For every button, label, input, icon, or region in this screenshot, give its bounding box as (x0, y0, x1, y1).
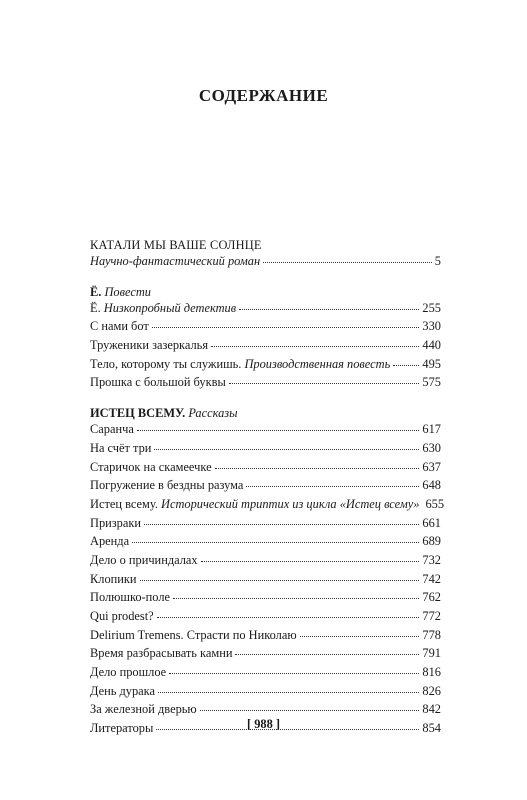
toc-entry-page: 742 (422, 571, 441, 586)
section-heading-title: КАТАЛИ МЫ ВАШЕ СОЛНЦЕ (90, 238, 262, 252)
toc-entry[interactable] (90, 609, 441, 628)
toc-entry[interactable] (90, 338, 441, 357)
toc-entry-title: Полюшко-поле (90, 590, 171, 605)
dot-leader (263, 262, 432, 263)
dot-leader (154, 449, 419, 450)
toc-entry-page: 630 (422, 440, 441, 455)
toc-entry[interactable] (90, 516, 441, 535)
toc-entry-title: Научно-фантастический роман (90, 254, 261, 268)
toc-entry[interactable] (90, 572, 441, 591)
toc-entry-page: 689 (422, 534, 441, 549)
toc-entry-title: Qui prodest? (90, 609, 154, 623)
toc-entry-page: 637 (422, 459, 441, 474)
dot-leader (211, 346, 419, 347)
toc-entry-title: Delirium Tremens. Страсти по Николаю (90, 627, 297, 642)
dot-leader (229, 383, 420, 384)
section-heading-title: Ё. (90, 284, 102, 299)
toc-entry-page: 617 (422, 422, 441, 437)
toc-entry-page: 655 (425, 496, 445, 511)
toc-entry-page: 816 (422, 665, 441, 680)
dot-leader (235, 654, 419, 655)
toc-entry-page: 791 (422, 646, 441, 661)
table-of-contents (90, 236, 445, 740)
toc-entry-title: Дело прошлое (90, 665, 167, 680)
toc-entry-title: Ё. Низкопробный детектив (90, 300, 237, 315)
toc-entry-title: Труженики зазеркалья (90, 338, 209, 353)
toc-entry-title: Тело, которому ты служишь. Производственная повесть (90, 356, 391, 371)
toc-entry-page: 5 (434, 254, 441, 268)
toc-entry-page: 255 (422, 300, 441, 315)
section-heading (90, 236, 441, 254)
toc-entry[interactable] (90, 301, 441, 320)
toc-entry[interactable] (90, 553, 441, 572)
toc-entry-title: На счёт три (90, 440, 152, 455)
dot-leader (246, 486, 419, 487)
toc-entry[interactable] (90, 254, 441, 273)
section-heading-title: ИСТЕЦ ВСЕМУ. (90, 406, 186, 421)
toc-entry[interactable] (90, 665, 441, 684)
toc-entry-title: Призраки (90, 515, 142, 530)
toc-entry[interactable] (90, 496, 445, 516)
toc-entry[interactable] (90, 441, 441, 460)
toc-entry-title: Саранча (90, 422, 134, 437)
toc-entry-title: Старичок на скамеечке (90, 459, 212, 474)
dot-leader (239, 309, 419, 310)
toc-entry-page: 575 (422, 375, 441, 390)
page-number: [ 988 ] (246, 717, 281, 731)
toc-entry-title: Клопики (90, 571, 137, 586)
toc-entry-title: За железной дверью (90, 702, 197, 717)
toc-entry-title: Дело о причиндалах (90, 552, 198, 567)
toc-entry-title: Прошка с большой буквы (90, 375, 226, 390)
toc-entry-page: 732 (422, 552, 441, 567)
toc-entry-page: 854 (422, 721, 441, 736)
toc-entry[interactable] (90, 628, 441, 647)
toc-entry-page: 330 (422, 319, 441, 334)
section-heading-subtitle: Повести (104, 284, 151, 299)
toc-entry[interactable] (90, 478, 441, 497)
section-heading-subtitle: Рассказы (188, 406, 238, 421)
toc-entry-title: С нами бот (90, 319, 149, 334)
toc-entry-page: 495 (422, 356, 441, 371)
toc-entry-title: Литераторы (90, 721, 154, 736)
toc-entry-page: 826 (422, 683, 441, 698)
toc-entry[interactable] (90, 357, 441, 376)
toc-entry-title: Время разбрасывать камни (90, 646, 233, 661)
toc-entry[interactable] (90, 319, 441, 338)
dot-leader (201, 561, 420, 562)
toc-entry-page: 778 (422, 627, 441, 642)
toc-entry-title: День дурака (90, 683, 156, 698)
dot-leader (173, 598, 419, 599)
dot-leader (144, 524, 419, 525)
dot-leader (215, 468, 420, 469)
toc-entry-page: 648 (422, 478, 441, 493)
dot-leader (132, 542, 419, 543)
dot-leader (152, 327, 420, 328)
dot-leader (140, 580, 420, 581)
toc-entry-page: 842 (422, 702, 441, 717)
toc-entry-page: 762 (422, 590, 441, 605)
page-title: СОДЕРЖАНИЕ (198, 86, 329, 105)
toc-entry[interactable] (90, 684, 441, 703)
dot-leader (158, 692, 419, 693)
dot-leader (157, 617, 420, 618)
toc-entry[interactable] (90, 375, 441, 394)
toc-entry-title: Погружение в бездны разума (90, 478, 244, 493)
toc-entry-title: Истец всему. Исторический триптих из цикла «Истец всему» (90, 496, 420, 511)
toc-entry-title: Аренда (90, 534, 130, 549)
dot-leader (200, 710, 420, 711)
dot-leader (137, 430, 420, 431)
toc-entry-page: 440 (422, 338, 441, 353)
toc-entry[interactable] (90, 646, 441, 665)
section-heading (90, 283, 441, 301)
dot-leader (393, 365, 419, 366)
dot-leader (169, 673, 419, 674)
toc-entry[interactable] (90, 590, 441, 609)
toc-entry-page: 661 (422, 515, 441, 530)
toc-entry[interactable] (90, 422, 441, 441)
dot-leader (300, 636, 420, 637)
section-heading (90, 404, 441, 422)
toc-entry[interactable] (90, 460, 441, 479)
toc-entry-page: 772 (422, 609, 441, 623)
toc-entry[interactable] (90, 534, 441, 553)
